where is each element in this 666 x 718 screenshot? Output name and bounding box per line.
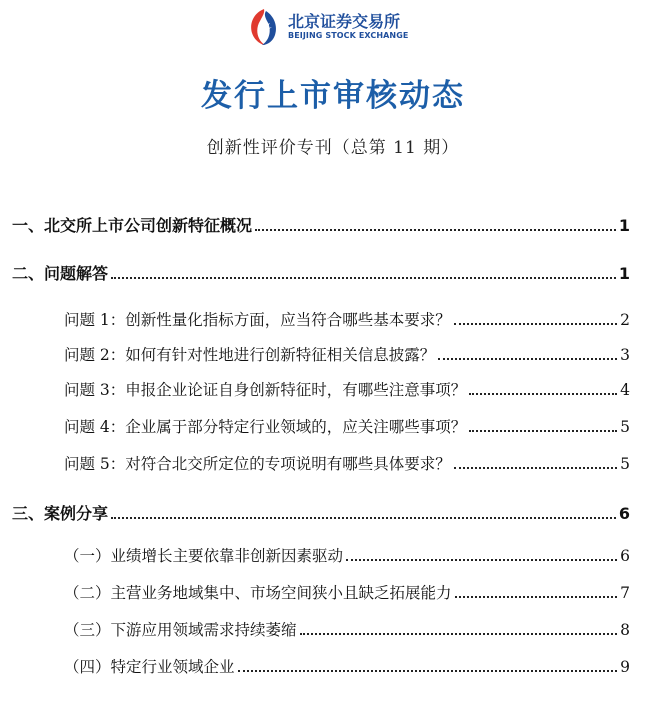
toc-entry-question-1[interactable] <box>64 309 630 331</box>
toc-page-number: 1 <box>618 216 630 235</box>
toc-page-number: 3 <box>620 346 630 364</box>
toc-entry-label: 二、问题解答 <box>12 264 109 283</box>
logo-chinese-name: 北京证券交易所 <box>288 12 401 31</box>
toc-leader-dots <box>111 517 616 519</box>
toc-page-number: 4 <box>620 381 630 399</box>
document-subtitle: 创新性评价专刊（总第 11 期） <box>206 138 460 158</box>
toc-leader-dots <box>300 633 618 635</box>
toc-leader-dots <box>111 277 616 279</box>
toc-leader-dots <box>255 229 616 231</box>
toc-entry-label: （二）主营业务地域集中、市场空间狭小且缺乏拓展能力 <box>64 584 452 602</box>
toc-entry-case-2[interactable] <box>64 582 630 604</box>
toc-entry-question-5[interactable] <box>64 453 630 475</box>
toc-leader-dots <box>238 670 618 672</box>
toc-entry-question-4[interactable] <box>64 416 630 438</box>
toc-entry-question-2[interactable] <box>64 344 630 366</box>
toc-page-number: 2 <box>620 311 630 329</box>
toc-entry-label: 问题 1：创新性量化指标方面，应当符合哪些基本要求？ <box>64 311 451 329</box>
toc-entry-case-4[interactable] <box>64 656 630 678</box>
toc-page-number: 7 <box>620 584 630 602</box>
toc-entry-label: （四）特定行业领域企业 <box>64 658 235 676</box>
toc-leader-dots <box>438 358 617 360</box>
toc-page-number: 6 <box>620 547 630 565</box>
toc-entry-cases[interactable] <box>12 503 630 525</box>
toc-page-number: 5 <box>620 455 630 473</box>
exchange-logo <box>246 4 408 50</box>
toc-leader-dots <box>454 323 617 325</box>
toc-entry-label: 三、案例分享 <box>12 504 109 523</box>
document-title: 发行上市审核动态 <box>201 78 465 114</box>
toc-entry-label: （三）下游应用领域需求持续萎缩 <box>64 621 297 639</box>
toc-entry-label: 问题 3：申报企业论证自身创新特征时，有哪些注意事项？ <box>64 381 467 399</box>
toc-leader-dots <box>454 467 617 469</box>
logo-english-name: BEIJING STOCK EXCHANGE <box>288 31 409 40</box>
toc-entry-case-1[interactable] <box>64 545 630 567</box>
toc-page-number: 6 <box>618 504 630 523</box>
toc-page-number: 1 <box>618 264 630 283</box>
bse-emblem-icon <box>246 7 282 47</box>
toc-entry-overview[interactable] <box>12 215 630 237</box>
toc-leader-dots <box>469 430 617 432</box>
toc-entry-label: 一、北交所上市公司创新特征概况 <box>12 216 253 235</box>
toc-entry-question-3[interactable] <box>64 379 630 401</box>
toc-page-number: 9 <box>620 658 630 676</box>
toc-entry-case-3[interactable] <box>64 619 630 641</box>
toc-leader-dots <box>346 559 617 561</box>
toc-leader-dots <box>469 393 617 395</box>
toc-entry-label: （一）业绩增长主要依靠非创新因素驱动 <box>64 547 344 565</box>
toc-page-number: 5 <box>620 418 630 436</box>
toc-entry-qa[interactable] <box>12 263 630 285</box>
toc-entry-label: 问题 2：如何有针对性地进行创新特征相关信息披露？ <box>64 346 436 364</box>
toc-entry-label: 问题 5：对符合北交所定位的专项说明有哪些具体要求？ <box>64 455 451 473</box>
toc-entry-label: 问题 4：企业属于部分特定行业领域的，应关注哪些事项？ <box>64 418 467 436</box>
toc-page-number: 8 <box>620 621 630 639</box>
toc-leader-dots <box>455 596 618 598</box>
